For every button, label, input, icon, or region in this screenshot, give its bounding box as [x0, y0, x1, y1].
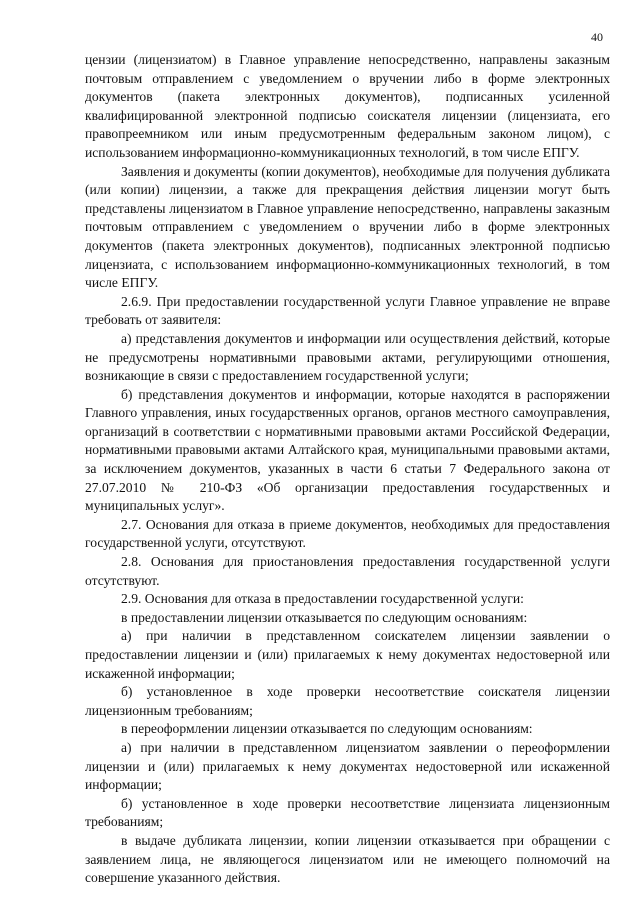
paragraph: а) при наличии в представленном соискателем лицензии заявлении о предоставлении лицензии и (или) прилагаемых к нему документах недостоверной или искаженной информации;	[85, 628, 610, 681]
paragraph: 2.7. Основания для отказа в приеме документов, необходимых для предоставления государственной услуги, отсутствуют.	[85, 516, 610, 551]
paragraph: а) представления документов и информации или осуществления действий, которые не предусмотрены нормативными правовыми актами, регулирующими отношения, возникающие в связи с предоставлением государственной услуги;	[85, 330, 610, 384]
paragraph: б) установленное в ходе проверки несоответствие соискателя лицензии лицензионным требованиям;	[85, 684, 610, 718]
paragraph: 2.6.9. При предоставлении государственной услуги Главное управление не вправе требовать от заявителя:	[85, 293, 610, 328]
paragraph: Заявления и документы (копии документов), необходимые для получения дубликата (или копии) лицензии, а также для прекращения действия лицензии могут быть представлены лицензиатом в Главное управление непосредственно, направлены заказным почтовым отправлением с уведомлением о вручении либо в форме электронных документов (пакета электронных документов), подписанных электронной подписью лицензиата, с использованием информационно-коммуникационных технологий, в том числе ЕПГУ.	[85, 163, 610, 291]
paragraph: 2.9. Основания для отказа в предоставлении государственной услуги:	[121, 591, 524, 607]
paragraph: в переоформлении лицензии отказывается по следующим основаниям:	[121, 721, 533, 737]
page-number: 40	[591, 30, 603, 44]
paragraph: в выдаче дубликата лицензии, копии лицензии отказывается при обращении с заявлением лица, не являющегося лицензиатом или не имеющего полномочий на совершение указанного действия.	[85, 832, 610, 886]
paragraph: а) при наличии в представленном лицензиатом заявлении о переоформлении лицензии и (или) прилагаемых к нему документах недостоверной или искаженной информации;	[85, 739, 610, 793]
paragraph: б) установленное в ходе проверки несоответствие лицензиата лицензионным требованиям;	[85, 795, 610, 830]
body-text	[85, 51, 610, 888]
paragraph: 2.8. Основания для приостановления предоставления государственной услуги отсутствуют.	[85, 554, 610, 588]
paragraph: б) представления документов и информации, которые находятся в распоряжении Главного управления, иных государственных органов, органов местного самоуправления, организаций в соответствии с нормативными правовыми актами Российской Федерации, нормативными правовыми актами Алтайского края, муниципальными правовыми актами, за исключением документов, указанных в части 6 статьи 7 Федерального закона от 27.07.2010 № 210-ФЗ «Об организации предоставления государственных и муниципальных услуг».	[85, 386, 610, 514]
paragraph: цензии (лицензиатом) в Главное управление непосредственно, направлены заказным почтовым отправлением с уведомлением о вручении либо в форме электронных документов (пакета электронных документов), подписанных усиленной квалифицированной электронной подписью соискателя лицензии (лицензиата, его правопреемником или иным предусмотренным федеральным законом лицом), с использованием информационно-коммуникационных технологий, в том числе ЕПГУ.	[85, 52, 610, 160]
paragraph: в предоставлении лицензии отказывается по следующим основаниям:	[121, 609, 528, 625]
